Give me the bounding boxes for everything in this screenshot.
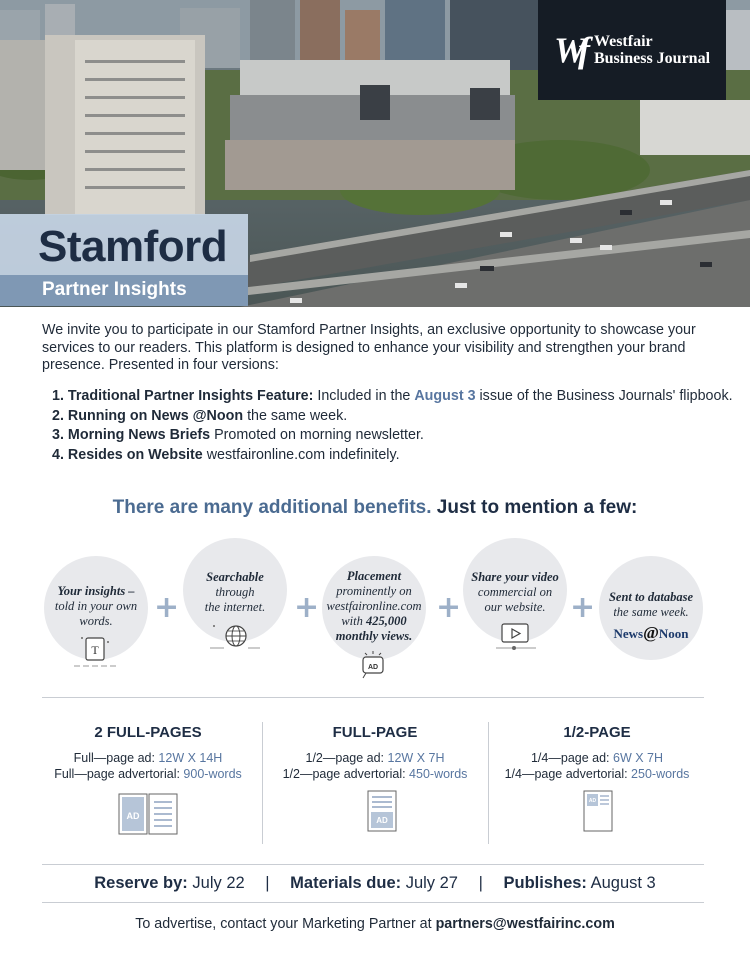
globe-icon — [208, 620, 262, 652]
svg-text:AD: AD — [367, 664, 379, 671]
benefits-heading: There are many additional benefits. Just to mention a few: — [112, 497, 638, 518]
plus-icon: + — [570, 590, 596, 625]
quarter-page-ad-icon — [580, 790, 616, 834]
contact-email-link[interactable]: partners@westfairinc.com — [435, 916, 615, 932]
ad-size-title: 2 FULL-PAGES — [94, 724, 202, 741]
two-page-spread-icon — [118, 793, 178, 835]
plus-icon: + — [294, 590, 320, 625]
benefit-circle-insights: Your insights – told in your own words. — [44, 556, 148, 660]
ad-size-title: 1/2-PAGE — [563, 724, 631, 741]
benefit-circle-searchable: Searchable through the internet. — [183, 538, 287, 642]
version-item: 2. Running on News @Noon the same week. — [52, 407, 348, 424]
benefit-circle-placement: Placement prominently on westfaironline.com with 425,000 monthly views. — [322, 556, 426, 660]
plus-icon: + — [436, 590, 462, 625]
text-document-icon — [72, 634, 120, 670]
ad-size-half-page: 1/2-PAGE 1/4—page ad: 6W X 7H 1/4—page advertorial: 250-words — [484, 724, 710, 782]
versions-list — [52, 387, 733, 465]
plus-icon: + — [154, 590, 180, 625]
wf-monogram-icon: Wf — [553, 30, 582, 70]
page-subtitle: Partner Insights — [42, 279, 187, 300]
half-page-ad-icon — [360, 790, 400, 834]
logo-line-2: Business Journal — [593, 50, 711, 67]
version-item: 4. Resides on Website westfaironline.com indefinitely. — [52, 446, 400, 463]
news-at-noon-logo: News@Noon — [613, 623, 689, 642]
version-item: 1. Traditional Partner Insights Feature: Included in the August 3 issue of the Business Journals' flipbook. — [52, 388, 733, 404]
key-dates: Reserve by: July 22 | Materials due: July 27 | Publishes: August 3 — [94, 874, 656, 892]
section-divider — [42, 697, 704, 698]
benefit-circle-video: Share your video commercial on our website. — [463, 538, 567, 642]
svg-text:AD: AD — [588, 798, 597, 804]
video-play-icon — [492, 620, 540, 652]
ad-size-title: FULL-PAGE — [332, 724, 418, 741]
benefit-circle-database: Sent to database the same week. News@Noon — [599, 556, 703, 660]
page-title: Stamford — [38, 222, 228, 271]
section-divider — [42, 902, 704, 903]
section-divider — [42, 864, 704, 865]
version-item: 3. Morning News Briefs Promoted on morning newsletter. — [52, 427, 424, 443]
svg-text:AD: AD — [126, 811, 140, 821]
svg-text:AD: AD — [376, 816, 388, 825]
intro-paragraph: We invite you to participate in our Stamford Partner Insights, an exclusive opportunity to showcase your services to our readers. This platform is designed to enhance your visibility and strengthen your brand presence. Presented in four versions: — [42, 322, 696, 373]
ad-badge-icon — [356, 650, 390, 680]
ad-size-full-page: FULL-PAGE 1/2—page ad: 12W X 7H 1/2—page advertorial: 450-words — [262, 724, 488, 782]
ad-size-two-full-pages: 2 FULL-PAGES Full—page ad: 12W X 14H Full—page advertorial: 900-words — [35, 724, 261, 782]
contact-line: To advertise, contact your Marketing Partner at partners@westfairinc.com — [135, 916, 615, 932]
westfair-logo — [538, 0, 726, 100]
logo-line-1: Westfair — [593, 33, 653, 50]
issue-date-highlight: August 3 — [414, 388, 476, 404]
svg-text:T: T — [91, 643, 99, 657]
